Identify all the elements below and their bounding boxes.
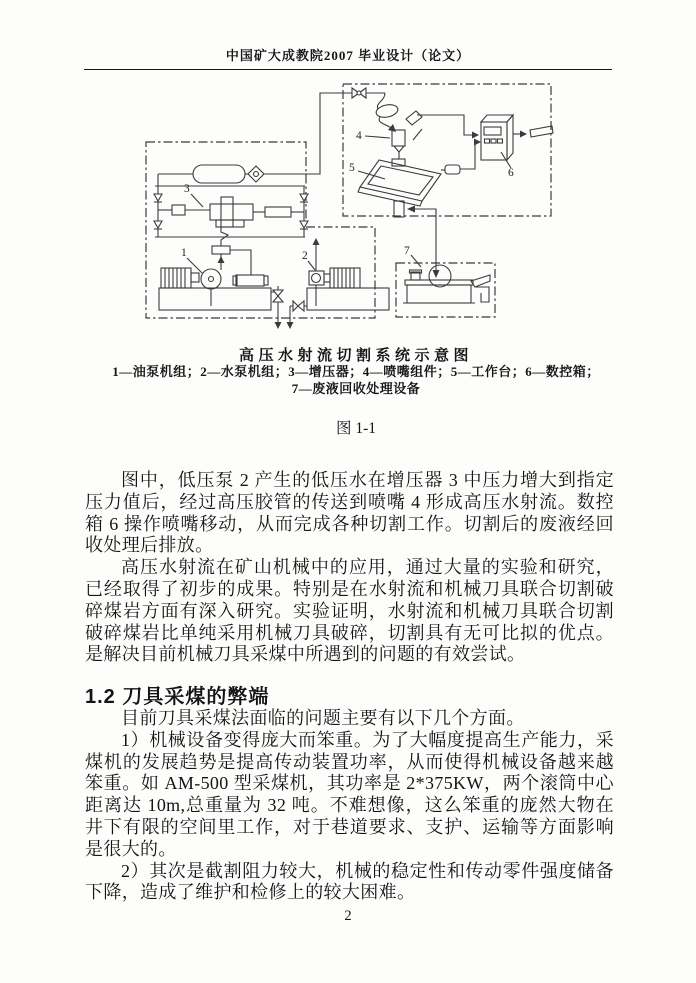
figure-caption-title: 高压水射流切割系统示意图 xyxy=(238,348,473,364)
pump-unit-enclosure xyxy=(146,142,375,318)
diagram-label-7: 7 xyxy=(404,245,410,257)
diagram-control-box xyxy=(481,115,553,160)
high-pressure-hose xyxy=(375,103,399,119)
page-header: 中国矿大成教院2007 毕业设计（论文） xyxy=(225,48,471,63)
diagram-label-6: 6 xyxy=(508,167,514,179)
recovery-pump xyxy=(429,265,451,287)
diagram-pump-unit xyxy=(154,88,389,329)
waste-recovery-tank xyxy=(407,285,471,303)
diagram-label-5: 5 xyxy=(349,162,355,174)
system-diagram xyxy=(123,80,573,345)
figure-legend-line2: 7—废液回收处理设备 xyxy=(291,381,421,396)
page-number: 2 xyxy=(344,908,352,924)
paragraph-intro: 图中，低压泵 2 产生的低压水在增压器 3 中压力增大到指定压力值后，经过高压胶管的传送到喷嘴 4 形成高压水射流。数控箱 6 操作喷嘴移动，从而完成各种切割工作。切割后的废液经回收处理后排放。 xyxy=(85,470,614,556)
diagram-cutting-area xyxy=(358,93,481,278)
paragraph-application: 高压水射流在矿山机械中的应用，通过大量的实验和研究，已经取得了初步的成果。特别是在水射流和机械刀具联合切割破碎煤岩方面有深入研究。实验证明，水射流和机械刀具联合切割破碎煤岩比单纯采用机械刀具破碎，切割具有无可比拟的优点。是解决目前机械刀具采煤中所遇到的问题的有效尝试。 xyxy=(85,557,614,665)
water-tank xyxy=(307,288,389,310)
paragraph-problem-1: 1）机械设备变得庞大而笨重。为了大幅度提高生产能力，采煤机的发展趋势是提高传动装置功率，从而使得机械设备越来越笨重。如 AM-500 型采煤机，其功率是 2*375KW，两个滚筒中心距离达 10m,总重量为 32 吨。不难想像，这么笨重的庞然大物在井下有限的空间里工作，对于巷道要求、支护、运输等方面影响是很大的。 xyxy=(85,729,614,859)
check-valve xyxy=(300,194,308,201)
accumulator xyxy=(193,165,245,183)
check-valve xyxy=(154,221,162,228)
figure-1-1 xyxy=(123,80,573,345)
header-rule xyxy=(84,69,612,70)
section-heading-1-2: 1.2 刀具采煤的弊端 xyxy=(85,686,270,708)
paragraph-problem-2: 2）其次是截割阻力较大，机械的稳定性和传动零件强度储备下降，造成了维护和检修上的较大困难。 xyxy=(85,860,614,903)
paragraph-problems-intro: 目前刀具采煤法面临的问题主要有以下几个方面。 xyxy=(121,708,525,728)
figure-legend xyxy=(60,363,652,397)
waste-unit-enclosure xyxy=(396,263,495,317)
diagram-waste-unit xyxy=(403,265,490,303)
diagram-label-2: 2 xyxy=(302,250,308,262)
check-valve xyxy=(154,194,162,201)
control-display xyxy=(484,127,501,135)
nozzle-assembly xyxy=(392,130,405,146)
diagram-label-1: 1 xyxy=(181,247,187,259)
table-connector xyxy=(445,165,460,174)
filter xyxy=(248,166,264,182)
program-tape xyxy=(530,126,553,137)
figure-legend-line1: 1—油泵机组；2—水泵机组；3—增压器；4—喷嘴组件；5—工作台；6—数控箱； xyxy=(112,364,600,379)
diagram-enclosures xyxy=(146,84,551,318)
oil-tank xyxy=(159,288,271,310)
drain-valve xyxy=(273,290,283,296)
diagram-label-3: 3 xyxy=(184,183,190,195)
drain-fitting xyxy=(394,201,404,217)
intensifier xyxy=(210,204,253,220)
diagram-part-labels xyxy=(181,130,514,273)
diagram-label-4: 4 xyxy=(356,130,362,142)
body-section-1 xyxy=(85,470,614,666)
figure-number: 图 1-1 xyxy=(335,420,377,437)
oil-pump xyxy=(201,269,221,289)
body-section-2 xyxy=(85,708,614,904)
